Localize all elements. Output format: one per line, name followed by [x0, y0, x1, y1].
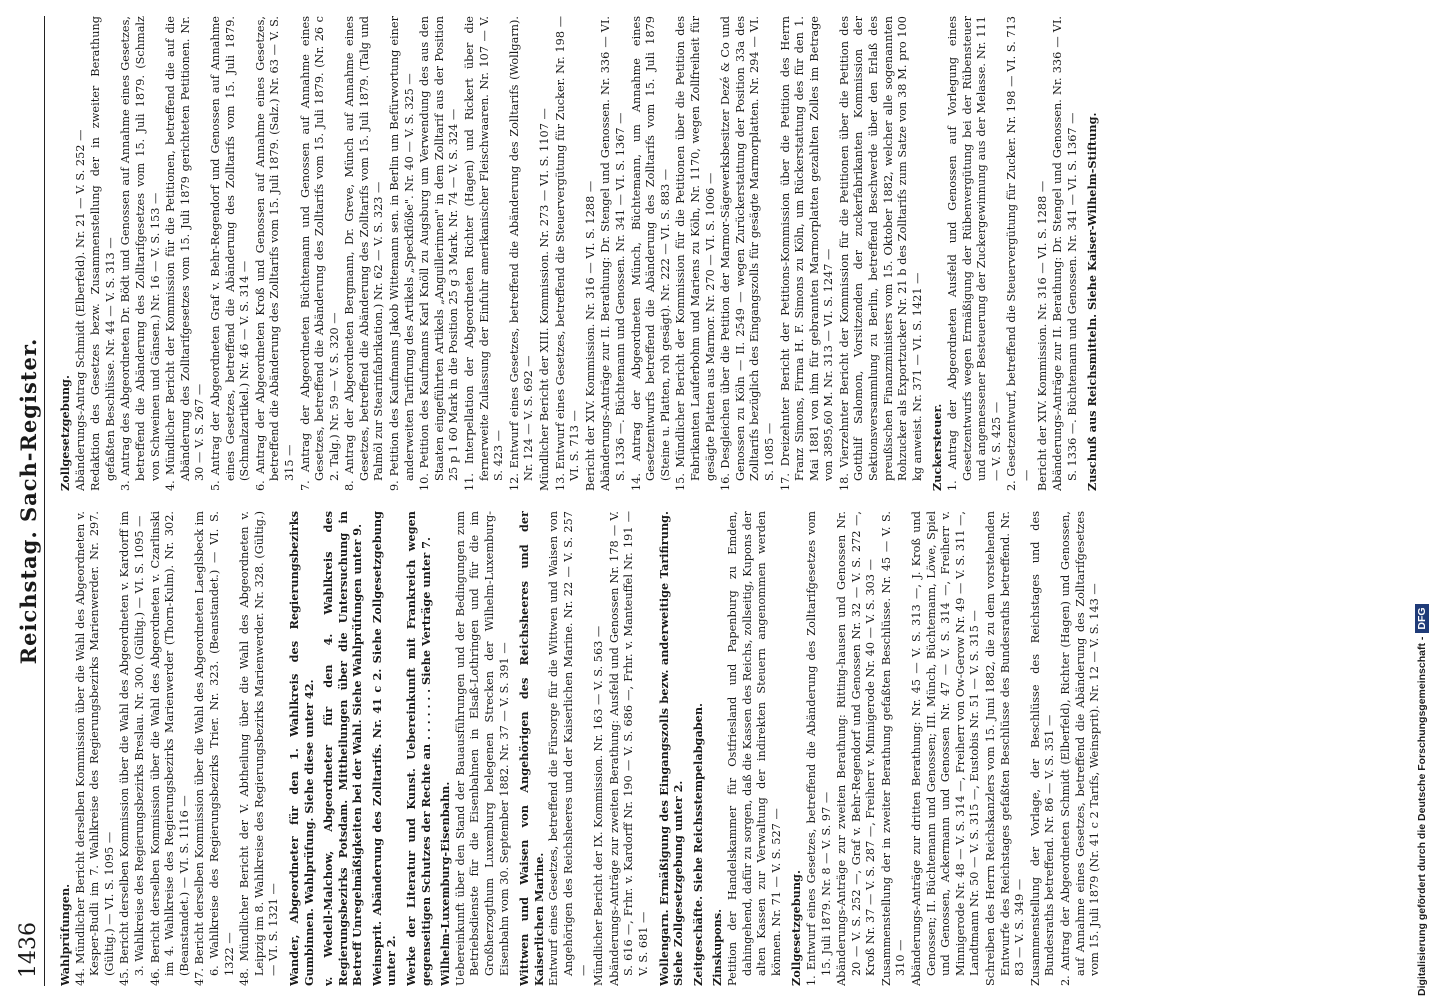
index-heading: Zollgesetzgebung. [58, 375, 72, 491]
index-entry: 4. Mündlicher Bericht der Kommission für die Petitionen, betreffend die auf die Abänderung des Zolltarifgesetzes vom 15. Juli 1879 gerichteten Petitionen. Nr. 30 — V. S. 267 — [164, 16, 207, 491]
page-header [14, 16, 45, 986]
index-entry: 13. Entwurf eines Gesetzes, betreffend die Steuervergütung für Zucker. Nr. 198 — VI. S. 713 — [553, 16, 582, 491]
index-entry: 46. Bericht derselben Kommission über die Wahl des Abgeordneten v. Czarlinski im 4. Wahlkreise des Regierungsbezirks Marienwerder (Thorn-Kulm). Nr. 302. (Beanstandet.) — VI. S. 1116 — [148, 511, 191, 986]
index-entry: Abänderungs-Anträge zur dritten Berathung: Nr. 45 — V. S. 313 —, J. Kroß und Genossen; II. Büchtemann und Genossen; III. Münch, Büchtemann, Löwe, Spiel und Genossen, Ackermann und Genossen Nr. 47 — V. S. 314 —, Freiherr v. Minnigerode Nr. 48 — V. S. 314 —, Freiherr von Ow-Gerow Nr. 49 — V. S. 311 —, Landtmann Nr. 50 — V. S. 315 —, Eustobis Nr. 51 — V. S. 315 — [910, 511, 982, 986]
index-entry: 8. Antrag der Abgeordneten Bergmann, Dr. Greve, Münch auf Annahme eines Gesetzes, betreffend die Abänderung des Zolltarifs vom 15. Juli 1879. (Talg und Palmöl zur Stearinfabrikation.) Nr. 62 — V. S. 323 — [343, 16, 386, 491]
index-heading: v. Wedell-Malchow, Abgeordneter für den 4. Wahlkreis des Regierungsbezirks Potsdam. Mittheilungen über die Untersuchung in Betreff Unregelmäßigkeiten bei der Wahl. Siehe Wahlprüfungen unter 9. [321, 511, 365, 986]
index-entry: Bericht der XIV. Kommission. Nr. 316 — VI. S. 1288 — [1035, 180, 1049, 491]
index-heading: Zinskupons. [710, 908, 725, 986]
index-heading: Zollgesetzgebung. [789, 870, 804, 986]
index-entry: 18. Vierzehnter Bericht der Kommission für die Petitionen über die Petition des Gotthilf Salomon, Vorsitzenden der zuckerfabrikanten Kommission der Sektionsversammlung zu Berlin, betreffend Beschwerde über den Erlaß des preußischen Finanzministers vom 15. Oktober 1882, welcher alle sogenannten Rohzucker als Exportzucker Nr. 21 b des Zolltarifs zum Satze von 38 M. pro 100 kg anweist. Nr. 371 — VI. S. 1421 — [837, 16, 924, 491]
dfg-logo: DFG [1415, 604, 1429, 632]
index-entry: Schreiben des Herrn Reichskanzlers vom 15. Juni 1882, die zu dem vorstehenden Entwurfe des Reichstages gefaßten Beschlüsse des Bundesraths betreffend. Nr. 83 — V. S. 349 — [984, 511, 1027, 986]
index-entry: Mündlicher Bericht der XIII. Kommission. Nr. 273 — VI. S. 1107 — [538, 108, 551, 491]
page-number: 1436 [16, 922, 41, 978]
index-entry: 14. Antrag der Abgeordneten Münch, Büchtemann, um Annahme eines Gesetzentwurfs betreffend die Abänderung des Zolltarifs vom 15. Juli 1879 (Steine u. Platten, roh gesägt). Nr. 222 — VI. S. 883 — [629, 16, 672, 491]
index-entry: Abänderungs-Antrag Schmidt (Elberfeld). Nr. 21 — V. S. 252 — [73, 129, 87, 491]
index-entry: Abänderungs-Anträge zur II. Berathung: Dr. Stengel und Genossen. Nr. 336 — VI. S. 1336 —. Büchtemann und Genossen. Nr. 341 — VI. S. 1367 — [1051, 16, 1079, 491]
index-entry: 1. Antrag der Abgeordneten Ausfeld und Genossen auf Vorlegung eines Gesetzentwurfs wegen Ermäßigung der Rübenvergütung bei der Rübensteuer und angemessener Besteuerung der Zuckergewinnung aus der Melasse. Nr. 111 — V. S. 425 — [946, 16, 1003, 491]
index-heading: Zuckersteuer. [930, 403, 945, 491]
index-entry: Redaktion des Gesetzes bezw. Zusammenstellung der in zweiter Berathung gefaßten Beschlüsse. Nr. 44 — V. S. 313 — [89, 16, 117, 491]
index-entry: 47. Bericht derselben Kommission über die Wahl des Abgeordneten Laeglsbeck im 6. Wahlkreise des Regierungsbezirks Trier. Nr. 323. (Beanstandet.) — VI. S. 1322 — [193, 511, 236, 986]
index-heading: Wahlprüfungen. [58, 883, 72, 986]
index-heading: Wander, Abgeordneter für den 1. Wahlkreis des Regierungsbezirks Gumbinnen. Wahlprüfung. Siehe diese unter 42. [286, 511, 316, 986]
digitization-footer [1410, 4, 1430, 996]
index-heading: Wollengarn. Ermäßigung des Eingangszolls bezw. anderweitige Tarifirung. Siehe Zollgesetzgebung unter 2. [656, 511, 686, 986]
index-entry: 7. Antrag der Abgeordneten Büchtemann und Genossen auf Annahme eines Gesetzes, betreffend die Abänderung des Zolltarifs vom 15. Juli 1879. (Nr. 26 c 2. Talg.) Nr. 59 — V. S. 320 — [298, 16, 341, 491]
index-entry: 17. Dreizehnter Bericht der Petitions-Kommission über die Petition des Herrn Franz Simons, Firma H. F. Simons zu Köln, um Rückerstattung des für den 1. Mai 1881 von ihm für gebrannten Marmorplatten gezahlten Zolles im Betrage von 3895,60 M. Nr. 313 — VI. S. 1247 — [778, 16, 836, 491]
index-entry: Abänderungs-Anträge zur zweiten Berathung: Ritting-hausen und Genossen Nr. 20 — V. S. 252 —, Graf v. Behr-Regendorf und Genossen Nr. 32 — V. S. 272 —, Kroß Nr. 37 — V. S. 287 —, Freiherr v. Minnigerode Nr. 40 — V. S. 303 — [835, 511, 878, 986]
index-entry: 44. Mündlicher Bericht derselben Kommission über die Wahl des Abgeordneten v. Kesper-Budli im 7. Wahlkreise des Regierungsbezirks Marienwerder. Nr. 297. (Gültig.) — VI. S. 1095 — [73, 511, 116, 986]
index-entry: 2. Antrag der Abgeordneten Schmidt (Elberfeld), Richter (Hagen) und Genossen, auf Annahme eines Gesetzes, betreffend die Abänderung des Zolltarifgesetzes vom 15. Juli 1879 (Nr. 41 c 2 Tarifs, Weinsprit). Nr. 12 — V. S. 143 — [1059, 511, 1102, 986]
index-heading: Wilhelm-Luxemburg-Eisenbahn. [438, 781, 453, 986]
index-entry: 16. Desgleichen über die Petition der Marmor-Sägewerksbesitzer Dezé & Co und Genossen zu Köln — II. 2549 — wegen Zurückerstattung der Position 33a des Zolltarifs bezüglich des Eingangszolls für gesägte Marmorplatten. Nr. 294 — VI. S. 1085 — [719, 16, 776, 491]
footer-line [1412, 4, 1430, 996]
index-entry: Zusammenstellung der Vorlage, der Beschlüsse des Reichstages und des Bundesraths betreffend. Nr. 86 — V. S. 351 — [1028, 511, 1057, 986]
index-entry: 1. Entwurf eines Gesetzes, betreffend die Abänderung des Zolltarifgesetzes vom 15. Juli 1879. Nr. 8 — V. S. 97 — [804, 511, 833, 986]
index-entry: Abänderungs-Anträge zur zweiten Berathung: Ausfeld und Genossen Nr. 178 — V. S. 616 —, Frhr. v. Kardorff Nr. 190 — V. S. 686 —, Frhr. v. Manteuffel Nr. 191 — V. S. 681 — [607, 511, 650, 986]
index-heading: Wittwen und Waisen von Angehörigen des Reichsheeres und der Kaiserlichen Marine. [517, 511, 546, 986]
index-columns [53, 16, 1373, 986]
index-entry: 10. Petition des Kaufmanns Karl Knöll zu Augsburg um Verwendung des aus den Staaten eingeführten Artikels „Anguillerinnen" in dem Zolltarif aus der Position 25 p 1 60 Mark in die Position 25 g 3 Mark. Nr. 74 — V. S. 324 — [418, 16, 461, 491]
index-entry: Bericht der XIV. Kommission. Nr. 316 — VI. S. 1288 — [583, 180, 597, 491]
index-entry: 6. Antrag der Abgeordneten Kroß und Genossen auf Annahme eines Gesetzes, betreffend die Abänderung des Zolltarifs vom 15. Juli 1879. (Salz.) Nr. 63 — V. S. 315 — [253, 16, 296, 491]
index-entry: Uebereinkunft über den Stand der Bauausführungen und der Bedingungen zum Betriebsdienste für die Eisenbahnen in Elsaß-Lothringen und für die im Großherzogthum Luxemburg belegenen Strecken der Wilhelm-Luxemburg-Eisenbahn vom 30. September 1882. Nr. 37 — V. S. 391 — [453, 511, 511, 986]
index-entry: 15. Mündlicher Bericht der Kommission für die Petitionen über die Petition des Fabrikanten Lauferbohm und Mariens zu Köln, Nr. 1170, wegen Zollfreiheit für gesägte Platten aus Marmor. Nr. 270 — VI. S. 1006 — [674, 16, 717, 491]
index-entry: Mündlicher Bericht der IX. Kommission. Nr. 163 — V. S. 563 — [592, 625, 606, 986]
index-heading: Weinsprit. Abänderung des Zolltarifs. Nr. 41 c 2. Siehe Zollgesetzgebung unter 2. [369, 511, 399, 986]
footer-text: Digitalisierung gefördert durch die Deutsche Forschungsgemeinschaft - [1416, 636, 1428, 996]
index-entry: 48. Mündlicher Bericht der V. Abtheilung über die Wahl des Abgeordneten v. Leipzig im 8. Wahlkreise des Regierungsbezirks Marienwerder. Nr. 328. (Gültig.) — VI. S. 1321 — [238, 511, 281, 986]
running-title: Reichstag. Sach-Register. [16, 337, 41, 665]
index-column-left [53, 511, 1373, 986]
index-entry: 12. Entwurf eines Gesetzes, betreffend die Abänderung des Zolltarifs (Wollgarn). Nr. 124 — V. S. 692 — [507, 16, 536, 491]
index-entry: Abänderungs-Anträge zur II. Berathung: Dr. Stengel und Genossen. Nr. 336 — VI. S. 1336 —. Büchtemann und Genossen. Nr. 341 — VI. S. 1367 — [599, 16, 627, 491]
index-entry: 45. Bericht derselben Kommission über die Wahl des Abgeordneten v. Kardorff im 3. Wahlkreise des Regierungsbezirks Breslau. Nr. 300. (Gültig.) — VI. S. 1095 — [118, 511, 146, 986]
index-entry: 9. Petition des Kaufmanns Jakob Wittemann sen. in Berlin um Befürwortung einer anderweiten Tarifirung des Artikels „Speckflöße". Nr. 40 — V. S. 325 — [388, 16, 416, 491]
index-entry: 3. Antrag des Abgeordneten Dr. Bödt und Genossen auf Annahme eines Gesetzes, betreffend die Abänderung des Zolltarifgesetzes vom 15. Juli 1879. (Schmalz von Schweinen und Gänsen.) Nr. 16 — V. S. 153 — [119, 16, 162, 491]
index-column-right [53, 16, 1373, 491]
index-entry: 11. Interpellation der Abgeordneten Richter (Hagen) und Rickert über die fernerweite Zulassung der Einfuhr amerikanischer Fleischwaaren. Nr. 107 — V. S. 423 — [463, 16, 506, 491]
index-heading: Zuschuß aus Reichsmitteln. Siehe Kaiser-Wilhelm-Stiftung. [1085, 112, 1100, 491]
index-heading: Werke der Literatur und Kunst. Uebereinkunft mit Frankreich wegen gegenseitigen Schutzes der Rechte an . . . . . . . Siehe Verträge unter 7. [404, 511, 433, 986]
index-entry: Entwurf eines Gesetzes, betreffend die Fürsorge für die Wittwen und Waisen von Angehörigen des Reichsheeres und der Kaiserlichen Marine. Nr. 22 — V. S. 257 — [547, 511, 590, 986]
index-entry: 2. Gesetzentwurf, betreffend die Steuervergütung für Zucker. Nr. 198 — VI. S. 713 — [1005, 16, 1033, 491]
index-entry: 5. Antrag der Abgeordneten Graf v. Behr-Regendorf und Genossen auf Annahme eines Gesetzes, betreffend die Abänderung des Zolltarifs vom 15. Juli 1879. (Schmalzartikel.) Nr. 46 — V. S. 314 — [208, 16, 252, 491]
index-entry: Zusammenstellung der in zweiter Berathung gefaßten Beschlüsse. Nr. 45 — V. S. 310 — [879, 511, 908, 986]
index-entry: Petition der Handelskammer für Ostfriesland und Papenburg zu Emden, dahingehend, dafür zu sorgen, daß die Kassen des Reichs, zollseitig, Kupons der alten Kassen zur Verwaltung der indirekten Steuern angenommen werden können. Nr. 71 — V. S. 527 — [725, 511, 783, 986]
index-heading: Zeitgeschäfte. Siehe Reichsstempelabgaben. [690, 703, 705, 986]
